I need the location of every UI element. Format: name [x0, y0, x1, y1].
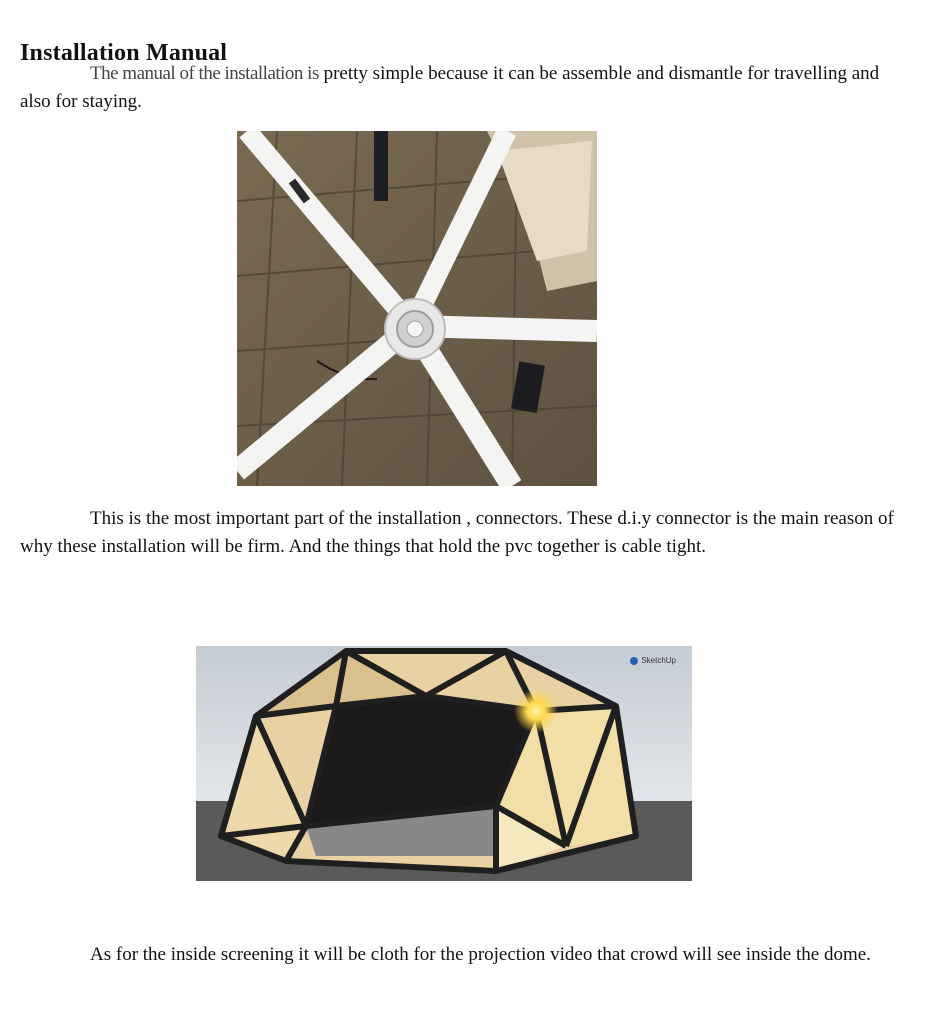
- sketchup-logo-icon: [630, 657, 638, 665]
- screening-paragraph-text: As for the inside screening it will be cloth for the projection video that crowd will see inside the dome.: [90, 944, 871, 965]
- connector-paragraph: [20, 505, 900, 561]
- connector-photo-illustration: [237, 131, 597, 486]
- intro-paragraph-obscured: The manual of the installation is: [90, 63, 319, 84]
- page-title: Installation Manual: [20, 40, 228, 66]
- connector-photo: [237, 131, 597, 486]
- screening-paragraph: [20, 941, 900, 969]
- dome-render-illustration: [196, 646, 692, 881]
- intro-paragraph: [20, 60, 900, 116]
- sketchup-badge-label: SketchUp: [641, 656, 676, 665]
- connector-paragraph-text: This is the most important part of the installation , connectors. These d.i.y connector is the main reason of why these installation will be firm. And the things that hold the pvc together is cable tight.: [20, 508, 894, 557]
- intro-paragraph-text: pretty simple because it can be assemble and dismantle for travelling and also for staying.: [20, 63, 880, 112]
- sketchup-badge: [630, 656, 676, 665]
- dome-render: [196, 646, 692, 881]
